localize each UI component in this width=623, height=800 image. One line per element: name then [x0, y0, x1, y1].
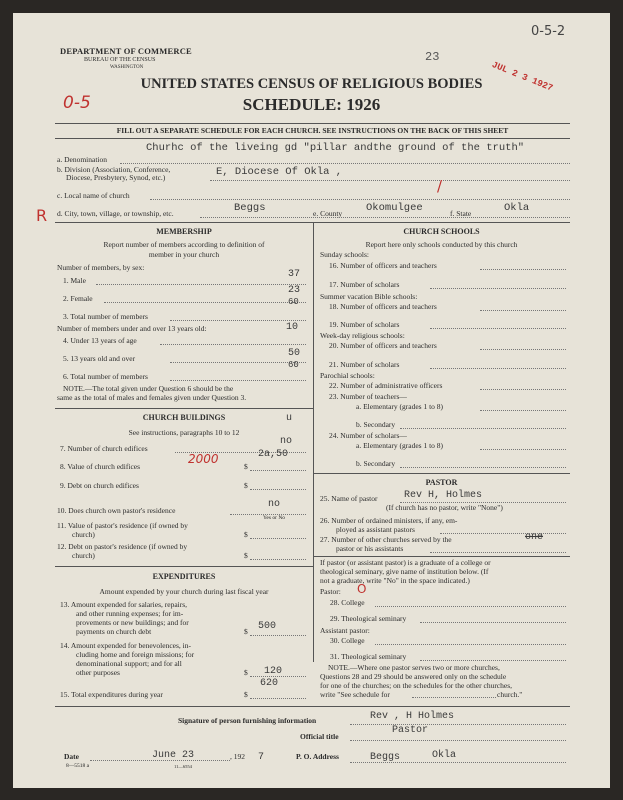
print-code: 11—6554 [174, 764, 192, 769]
address-label: P. O. Address [296, 752, 339, 761]
membership-note: NOTE.—The total given under Question 6 should be the [63, 384, 234, 393]
female-check-total: 60 [288, 297, 299, 307]
q23a-label: a. Elementary (grades 1 to 8) [356, 402, 444, 411]
q23b-label: b. Secondary [356, 420, 396, 429]
instructions-banner: FILL OUT A SEPARATE SCHEDULE FOR EACH CHURCH. SEE INSTRUCTIONS ON THE BACK OF THIS SHEET [116, 126, 509, 135]
college-note: If pastor (or assistant pastor) is a graduate of a college or [320, 558, 491, 567]
q30-label: 30. College [330, 636, 365, 645]
other-churches-value: one [525, 532, 544, 543]
q28-label: 28. College [330, 598, 365, 607]
q16-label: 16. Number of officers and teachers [329, 261, 437, 270]
local-name-label: c. Local name of church [57, 191, 130, 200]
q18-label: 18. Number of officers and teachers [329, 302, 437, 311]
q26-label-cont: ployed as assistant pastors [336, 525, 415, 534]
signature-label: Signature of person furnishing information [178, 716, 317, 725]
edifices-value: no [280, 436, 293, 447]
division-label: b. Division (Association, Conference, [57, 165, 171, 174]
edifices-label: 7. Number of church edifices [60, 444, 148, 453]
q24-label: 24. Number of scholars— [329, 431, 407, 440]
q15-label: 15. Total expenditures during year [60, 690, 163, 699]
total-six-label: 6. Total number of members [63, 372, 148, 381]
buildings-intro: See instructions, paragraphs 10 to 12 [128, 428, 240, 437]
assistant-subhead: Assistant pastor: [320, 626, 370, 635]
pastor-note: NOTE.—Where one pastor serves two or more churches, [328, 663, 500, 672]
address-state: Okla [432, 750, 457, 761]
form-number: 23 [425, 50, 440, 64]
value-dollar: $ [244, 462, 248, 471]
over-13-value: 50 [288, 348, 301, 359]
expenditures-heading: EXPENDITURES [152, 572, 216, 581]
summer-schools-label: Summer vacation Bible schools: [320, 292, 418, 301]
q13-dollar: $ [244, 627, 248, 636]
pastor-note-2: Questions 28 and 29 should be answered only on the schedule [320, 672, 507, 681]
q24b-label: b. Secondary [356, 459, 396, 468]
date-value: June 23 [152, 750, 195, 761]
q14-label-4: other purposes [76, 668, 120, 677]
q15-value: 620 [260, 678, 279, 689]
red-code-mark: 0-5 [63, 93, 91, 113]
q19-label: 19. Number of scholars [329, 320, 400, 329]
residence-debt-dollar: $ [244, 551, 248, 560]
residence-value-label: 11. Value of pastor's residence (if owned by [57, 521, 188, 530]
year-prefix: , 192 [230, 752, 245, 761]
official-title-label: Official title [300, 732, 339, 741]
received-date-stamp: JUL 2 3 1927 [490, 60, 555, 94]
q25-label: 25. Name of pastor [320, 494, 378, 503]
residence-debt-label-cont: church) [72, 551, 95, 560]
form-code: 8—5518 a [66, 763, 90, 769]
male-value: 37 [288, 269, 301, 280]
debt-edifices-label: 9. Debt on church edifices [60, 481, 139, 490]
q26-label: 26. Number of ordained ministers, if any, em- [320, 516, 458, 525]
over-13-check-total: 60 [288, 360, 299, 370]
q17-label: 17. Number of scholars [329, 280, 400, 289]
q14-label-2: cluding home and foreign missions; for [76, 650, 195, 659]
sunday-schools-label: Sunday schools: [320, 250, 369, 259]
q14-label-3: denominational support; and for all [76, 659, 182, 668]
value-of-edifices: 2a,50 [258, 449, 289, 460]
by-sex-label: Number of members, by sex: [57, 263, 145, 272]
state-value: Okla [504, 202, 530, 214]
q13-label-4: payments on church debt [76, 627, 152, 636]
under-13-label: 4. Under 13 years of age [63, 336, 137, 345]
q13-label-2: and other running expenses; for im- [76, 609, 184, 618]
q14-label: 14. Amount expended for benevolences, in- [60, 641, 192, 650]
edifices-extra-mark: u [286, 413, 293, 424]
pastor-note-3: for one of the churches; on the schedules for the other churches, [320, 681, 513, 690]
county-label: e. County [313, 209, 343, 218]
membership-note-cont: same as the total of males and females given under Question 3. [57, 393, 247, 402]
red-tick-mark: / [437, 177, 443, 195]
denomination-label: a. Denomination [57, 155, 107, 164]
pastor-name-value: Rev H, Holmes [404, 490, 483, 501]
age-group-label: Number of members under and over 13 years old: [57, 324, 207, 333]
schedule-title: SCHEDULE: 1926 [242, 95, 381, 114]
yes-or-no-hint: Yes or No [263, 515, 286, 521]
q31-label: 31. Theological seminary [330, 652, 407, 661]
buildings-heading: CHURCH BUILDINGS [142, 413, 226, 422]
division-value: E, Diocese Of Okla , [216, 166, 343, 178]
top-right-code: 0-5-2 [531, 24, 566, 39]
expenditures-intro: Amount expended by your church during last fiscal year [99, 587, 269, 596]
pastor-heading: PASTOR [425, 478, 458, 487]
division-label-cont: Diocese, Presbytery, Synod, etc.) [66, 173, 166, 182]
parochial-schools-label: Parochial schools: [320, 371, 375, 380]
q25-note: (If church has no pastor, write "None") [386, 503, 503, 512]
total-members-label: 3. Total number of members [63, 312, 148, 321]
female-value: 23 [288, 285, 301, 296]
q27-label-cont: pastor or his assistants [336, 544, 404, 553]
red-r-mark: R [36, 206, 48, 225]
schools-intro: Report here only schools conducted by this church [365, 240, 518, 249]
bureau-name: BUREAU OF THE CENSUS [84, 57, 156, 63]
q22-label: 22. Number of administrative officers [329, 381, 443, 390]
q24a-label: a. Elementary (grades 1 to 8) [356, 441, 444, 450]
membership-intro-cont: member in your church [148, 250, 220, 259]
age-group-value: 10 [286, 322, 299, 333]
residence-value-dollar: $ [244, 530, 248, 539]
female-label: 2. Female [63, 294, 93, 303]
membership-intro: Report number of members according to definition of [103, 240, 265, 249]
pastor-residence-label: 10. Does church own pastor's residence [57, 506, 176, 515]
form-title: UNITED STATES CENSUS OF RELIGIOUS BODIES [140, 76, 483, 92]
value-edifices-label: 8. Value of church edifices [60, 462, 141, 471]
schools-heading: CHURCH SCHOOLS [403, 227, 480, 236]
county-value: Okomulgee [366, 202, 423, 214]
pastor-note-5: church." [497, 690, 523, 699]
q23-label: 23. Number of teachers— [329, 392, 407, 401]
pastor-note-4: write "See schedule for [320, 690, 390, 699]
pastor-red-mark: O [357, 582, 367, 596]
residence-value-label-cont: church) [72, 530, 95, 539]
q20-label: 20. Number of officers and teachers [329, 341, 437, 350]
debt-dollar: $ [244, 481, 248, 490]
q13-value: 500 [258, 621, 277, 632]
q21-label: 21. Number of scholars [329, 360, 400, 369]
over-13-label: 5. 13 years old and over [63, 354, 136, 363]
city-label: d. City, town, village, or township, etc. [57, 209, 174, 218]
college-note-cont: theological seminary, give name of institution below. (If [320, 567, 489, 576]
male-label: 1. Male [63, 276, 86, 285]
membership-heading: MEMBERSHIP [156, 227, 212, 236]
college-note-cont-2: not a graduate, write "No" in the space indicated.) [320, 576, 470, 585]
q15-dollar: $ [244, 690, 248, 699]
year-value: 7 [258, 752, 265, 763]
pastor-subhead: Pastor: [320, 587, 341, 596]
pastor-residence-value: no [268, 499, 281, 510]
city-value: Beggs [234, 202, 266, 214]
official-title-value: Pastor [392, 725, 429, 736]
q29-label: 29. Theological seminary [330, 614, 407, 623]
q14-dollar: $ [244, 668, 248, 677]
address-value: Beggs [370, 752, 401, 763]
q13-label-3: provements or new buildings; and for [76, 618, 189, 627]
value-red-note: 2000 [188, 452, 219, 466]
denomination-value: Churhc of the liveing gd "pillar andthe ground of the truth" [146, 142, 525, 154]
bureau-city: WASHINGTON [110, 65, 144, 70]
state-label: f. State [450, 209, 472, 218]
department-name: DEPARTMENT OF COMMERCE [60, 46, 192, 56]
q27-label: 27. Number of other churches served by the [320, 535, 452, 544]
residence-debt-label: 12. Debt on pastor's residence (if owned by [57, 542, 188, 551]
weekday-schools-label: Week-day religious schools: [320, 331, 405, 340]
signature-value: Rev , H Holmes [370, 711, 455, 722]
q14-value: 120 [264, 666, 283, 677]
date-label: Date [64, 752, 79, 761]
q13-label: 13. Amount expended for salaries, repairs, [60, 600, 188, 609]
